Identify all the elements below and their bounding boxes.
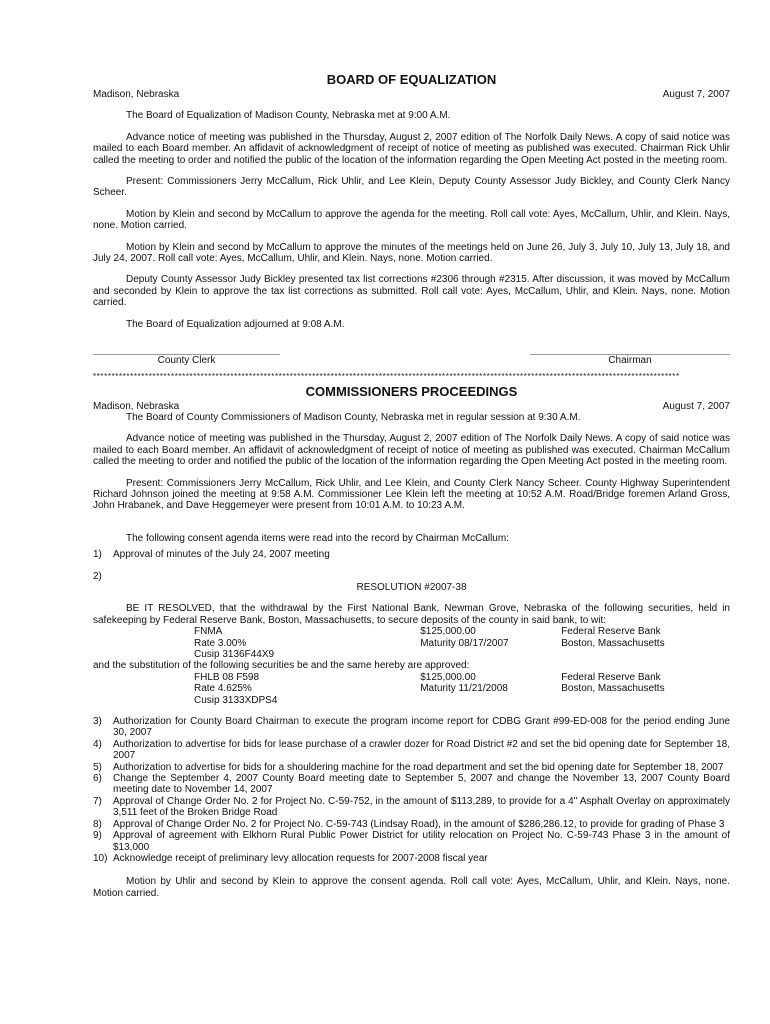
document-page [93, 72, 730, 899]
securities-cell: FHLB 08 F598 [194, 671, 260, 683]
agenda-item [93, 853, 730, 864]
item-number: 5) [93, 761, 102, 773]
item-text: Approval of agreement with Elkhorn Rural Public Power District for utility relocation on Project No. C-59-743 Phase 3 in the amount of $13,000 [113, 830, 730, 853]
cp-notice: Advance notice of meeting was published in the Thursday, August 2, 2007 edition of The Norfolk Daily News. A copy of said notice was mailed to each Board member. An affidavit of acknowledgment of receipt of notice of meeting as published was executed. Chairman McCallum called the meeting to order and notified the public of the location of the information regarding the Open Meeting Act posted in the meeting room. [93, 433, 730, 468]
agenda-item [93, 796, 730, 819]
cp-intro: The Board of County Commissioners of Madison County, Nebraska met in regular session at 9:30 A.M. [126, 411, 581, 423]
county-clerk-signature [93, 354, 280, 366]
agenda-item [93, 773, 730, 796]
boe-paragraph: Advance notice of meeting was published in the Thursday, August 2, 2007 edition of The Norfolk Daily News. A copy of said notice was mailed to each Board member. An affidavit of acknowledgment of receipt of notice of meeting as published was executed. Chairman Rick Uhlir called the meeting to order and notified the public of the location of the information regarding the Open Meeting Act posted in the meeting room. [93, 131, 730, 166]
agenda-item [93, 819, 730, 830]
resolution-text: BE IT RESOLVED, that the withdrawal by the First National Bank, Newman Grove, Nebraska of the following securities, held in safekeeping by Federal Reserve Bank, Boston, Massachusetts, to secure deposits of the county in said bank, to wit: [93, 603, 730, 626]
boe-paragraph: The Board of Equalization of Madison County, Nebraska met at 9:00 A.M. [126, 110, 451, 122]
approved-securities [93, 672, 730, 706]
securities-row [93, 672, 730, 683]
item-text: Approval of Change Order No. 2 for Project No. C-59-743 (Lindsay Road), in the amount of $286,286.12, to provide for grading of Phase 3 [113, 818, 725, 830]
agenda-item [93, 739, 730, 762]
resolution-title: RESOLUTION #2007-38 [356, 581, 467, 593]
withdrawn-securities [93, 626, 730, 660]
chairman-signature [530, 354, 730, 366]
item-text: Authorization to advertise for bids for a shouldering machine for the road department and set the bid opening date for September 18, 2007 [113, 761, 724, 773]
boe-title: BOARD OF EQUALIZATION [326, 72, 497, 87]
securities-row [93, 638, 730, 649]
item-text: Approval of Change Order No. 2 for Project No. C-59-752, in the amount of $113,289, to provide for a 4" Asphalt Overlay on approximately 3,511 feet of the Broken Bridge Road [113, 795, 730, 819]
item-number: 9) [93, 830, 102, 842]
securities-row [93, 695, 730, 706]
signature-label: County Clerk [157, 355, 216, 367]
item-text: Authorization to advertise for bids for lease purchase of a crawler dozer for Road District #2 and set the bid opening date for September 18, 2007 [113, 738, 730, 762]
item-number: 2) [93, 570, 102, 582]
cp-header-line [93, 401, 730, 412]
boe-paragraph: Motion by Klein and second by McCallum to approve the agenda for the meeting. Roll call vote: Ayes, McCallum, Uhlir, and Klein. Nays, none. Motion carried. [93, 208, 730, 232]
signature-block [93, 354, 730, 366]
securities-cell: Rate 3.00% [194, 637, 247, 649]
securities-cell: Rate 4.625% [194, 683, 252, 695]
cp-date: August 7, 2007 [662, 400, 730, 412]
item-text: Approval of minutes of the July 24, 2007 meeting [113, 549, 330, 561]
boe-paragraph: The Board of Equalization adjourned at 9:08 A.M. [126, 318, 345, 330]
substitution-text: and the substitution of the following securities be and the same hereby are approved: [93, 660, 470, 672]
securities-cell: $125,000.00 [420, 626, 476, 638]
securities-cell: Maturity 11/21/2008 [420, 683, 508, 695]
securities-row [93, 649, 730, 660]
boe-paragraph: Deputy County Assessor Judy Bickley presented tax list corrections #2306 through #2315. After discussion, it was moved by McCallum and seconded by Klein to approve the tax list corrections as submitted. Roll call vote: Ayes, McCallum, Uhlir, and Klein. Nays, none. Motion carried. [93, 274, 730, 309]
item-text: Change the September 4, 2007 County Board meeting date to September 5, 2007 and change the November 13, 2007 County Board meeting date to November 14, 2007 [113, 773, 730, 796]
item-number: 10) [93, 852, 108, 864]
item-text: Authorization for County Board Chairman to execute the program income report for CDBG Grant #99-ED-008 for the period ending June 30, 2007 [113, 716, 730, 739]
boe-location: Madison, Nebraska [93, 89, 180, 100]
agenda-item [93, 571, 730, 582]
item-text: Acknowledge receipt of preliminary levy allocation requests for 2007-2008 fiscal year [113, 852, 488, 864]
securities-cell: Federal Reserve Bank [561, 671, 661, 683]
agenda-item [93, 762, 730, 773]
securities-cell: FNMA [194, 626, 223, 638]
item-number: 8) [93, 818, 102, 830]
cp-location: Madison, Nebraska [93, 400, 180, 412]
securities-cell: Boston, Massachusetts [561, 637, 665, 649]
item-number: 1) [93, 549, 102, 561]
securities-cell: Boston, Massachusetts [561, 683, 665, 695]
item-number: 7) [93, 795, 102, 807]
boe-paragraph: Present: Commissioners Jerry McCallum, Rick Uhlir, and Lee Klein, Deputy County Assessor Judy Bickley, and County Clerk Nancy Scheer. [93, 176, 730, 199]
boe-header-line [93, 89, 730, 100]
securities-cell: Federal Reserve Bank [561, 626, 661, 638]
agenda-list [93, 716, 730, 864]
securities-cell: Maturity 08/17/2007 [420, 637, 509, 649]
signature-label: Chairman [608, 355, 652, 367]
securities-cell: $125,000.00 [420, 671, 476, 683]
section-separator: ************************************************************************************************************************************************************** [93, 372, 680, 381]
agenda-item [93, 716, 730, 739]
agenda-item [93, 549, 730, 560]
boe-paragraph: Motion by Klein and second by McCallum to approve the minutes of the meetings held on June 26, July 3, July 10, July 13, July 18, and July 24, 2007. Roll call vote: Ayes, McCallum, Uhlir, and Klein. Nays, none. Motion carried. [93, 241, 730, 265]
consent-intro: The following consent agenda items were read into the record by Chairman McCallum: [126, 532, 509, 544]
item-number: 3) [93, 716, 102, 728]
item-number: 4) [93, 738, 102, 750]
securities-row [93, 626, 730, 637]
securities-cell: Cusip 3136F44X9 [194, 649, 275, 660]
cp-present: Present: Commissioners Jerry McCallum, Rick Uhlir, and Lee Klein, and County Clerk Nancy Scheer. County Highway Superintendent Richard Johnson joined the meeting at 9:58 A.M. Commissioner Lee Klein left the meeting at 10:52 A.M. Road/Bridge foremen Arland Gross, John Hrabanek, and Dave Heggemeyer were present from 10:01 A.M. to 10:23 A.M. [93, 477, 730, 512]
cp-title: COMMISSIONERS PROCEEDINGS [305, 383, 518, 399]
securities-row [93, 683, 730, 694]
boe-date: August 7, 2007 [662, 89, 730, 100]
final-motion: Motion by Uhlir and second by Klein to approve the consent agenda. Roll call vote: Ayes, McCallum, Uhlir, and Klein. Nays, none. Motion carried. [93, 876, 730, 899]
agenda-item [93, 830, 730, 853]
securities-cell: Cusip 3133XDPS4 [194, 694, 278, 706]
item-number: 6) [93, 773, 102, 785]
